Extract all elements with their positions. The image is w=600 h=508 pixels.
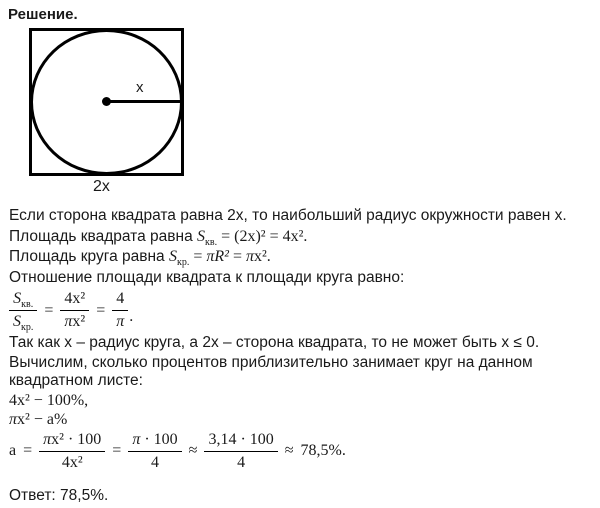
equals-sign: =	[96, 301, 106, 319]
area-subscript: кр.	[21, 322, 34, 334]
area-subscript: кв.	[21, 299, 34, 311]
pi-symbol: π	[245, 248, 254, 265]
ratio-equation	[9, 290, 597, 334]
math-expression: =	[228, 248, 246, 265]
line-ratio-intro: Отношение площади квадрата к площади круга равно:	[9, 268, 405, 286]
math-expression: = (2x)² = 4x².	[217, 227, 308, 245]
figure-square	[29, 28, 184, 195]
square-side-label: 2x	[93, 178, 110, 195]
math-expression: 4x²	[9, 391, 30, 409]
line-square-area	[9, 227, 597, 248]
fraction-numerator: 4x²	[60, 290, 89, 311]
fraction-areas	[9, 290, 37, 334]
solution-text	[9, 206, 597, 506]
fraction-numerator	[128, 431, 181, 452]
equals-sign: =	[44, 301, 54, 319]
proportion-line-2	[9, 410, 597, 429]
fraction-pi-100-over-4	[128, 431, 181, 472]
pi-symbol: π	[43, 430, 52, 448]
math-expression: =	[189, 248, 207, 265]
answer-line: Ответ: 78,5%.	[9, 486, 109, 504]
area-symbol: S	[197, 227, 205, 245]
area-subscript: кр.	[176, 257, 190, 269]
proportion-line-1	[9, 391, 597, 410]
fraction-4x2-pix2	[60, 290, 89, 331]
math-expression: x².	[254, 248, 271, 265]
area-subscript: кв.	[205, 236, 218, 248]
area-symbol: S	[168, 248, 177, 265]
page-title: Решение.	[8, 6, 78, 23]
variable-a: a	[9, 442, 17, 459]
approx-sign: ≈	[284, 442, 294, 459]
line-intro: Если сторона квадрата равна 2x, то наибольший радиус окружности равен x.	[9, 207, 567, 224]
equals-sign: =	[112, 442, 122, 459]
math-expression: x²	[17, 410, 30, 428]
math-expression: · 100	[140, 430, 178, 448]
pi-symbol: π	[64, 313, 73, 330]
line-circle-area	[9, 247, 597, 268]
math-expression: x²	[72, 313, 86, 330]
fraction-numerator: 4	[112, 290, 128, 311]
fraction-denominator	[9, 311, 37, 334]
radius-label: x	[136, 79, 144, 96]
math-expression: − 100%,	[29, 391, 89, 409]
fraction-4-pi	[112, 290, 128, 331]
area-symbol: S	[13, 290, 22, 307]
line-note: Так как x – радиус круга, а 2x – сторона квадрата, то не может быть x ≤ 0.	[9, 334, 540, 351]
calc-result: 78,5%.	[300, 442, 346, 459]
line-compute-intro: Вычислим, сколько процентов приблизительно занимает круг на данном квадратном листе:	[9, 353, 533, 389]
approx-sign: ≈	[188, 442, 198, 459]
equals-sign: =	[23, 442, 33, 459]
period: .	[129, 308, 134, 325]
text-run: Площадь квадрата равна	[9, 227, 197, 245]
calc-equation	[9, 430, 597, 473]
radius-line	[106, 100, 181, 103]
fraction-numerator	[39, 431, 105, 452]
math-expression: − a%	[29, 410, 68, 428]
math-run	[197, 227, 308, 248]
fraction-denominator: π	[116, 313, 125, 330]
fraction-numerator: 3,14 · 100	[204, 431, 277, 452]
area-symbol: S	[13, 313, 21, 330]
fraction-denominator: 4	[237, 453, 246, 471]
text-run: Площадь круга равна	[9, 248, 169, 265]
pi-r-squared: πR²	[206, 248, 229, 265]
fraction-denominator	[60, 311, 89, 331]
fraction-numerator	[9, 290, 37, 311]
fraction-denominator: 4	[150, 453, 159, 471]
pi-symbol: π	[132, 430, 141, 448]
math-expression: x² · 100	[51, 430, 102, 448]
math-run	[168, 248, 271, 269]
fraction-314-100-over-4	[204, 431, 277, 472]
fraction-denominator: 4x²	[61, 453, 83, 471]
pi-symbol: π	[9, 410, 18, 428]
fraction-pix2-100-over-4x2	[39, 431, 105, 472]
